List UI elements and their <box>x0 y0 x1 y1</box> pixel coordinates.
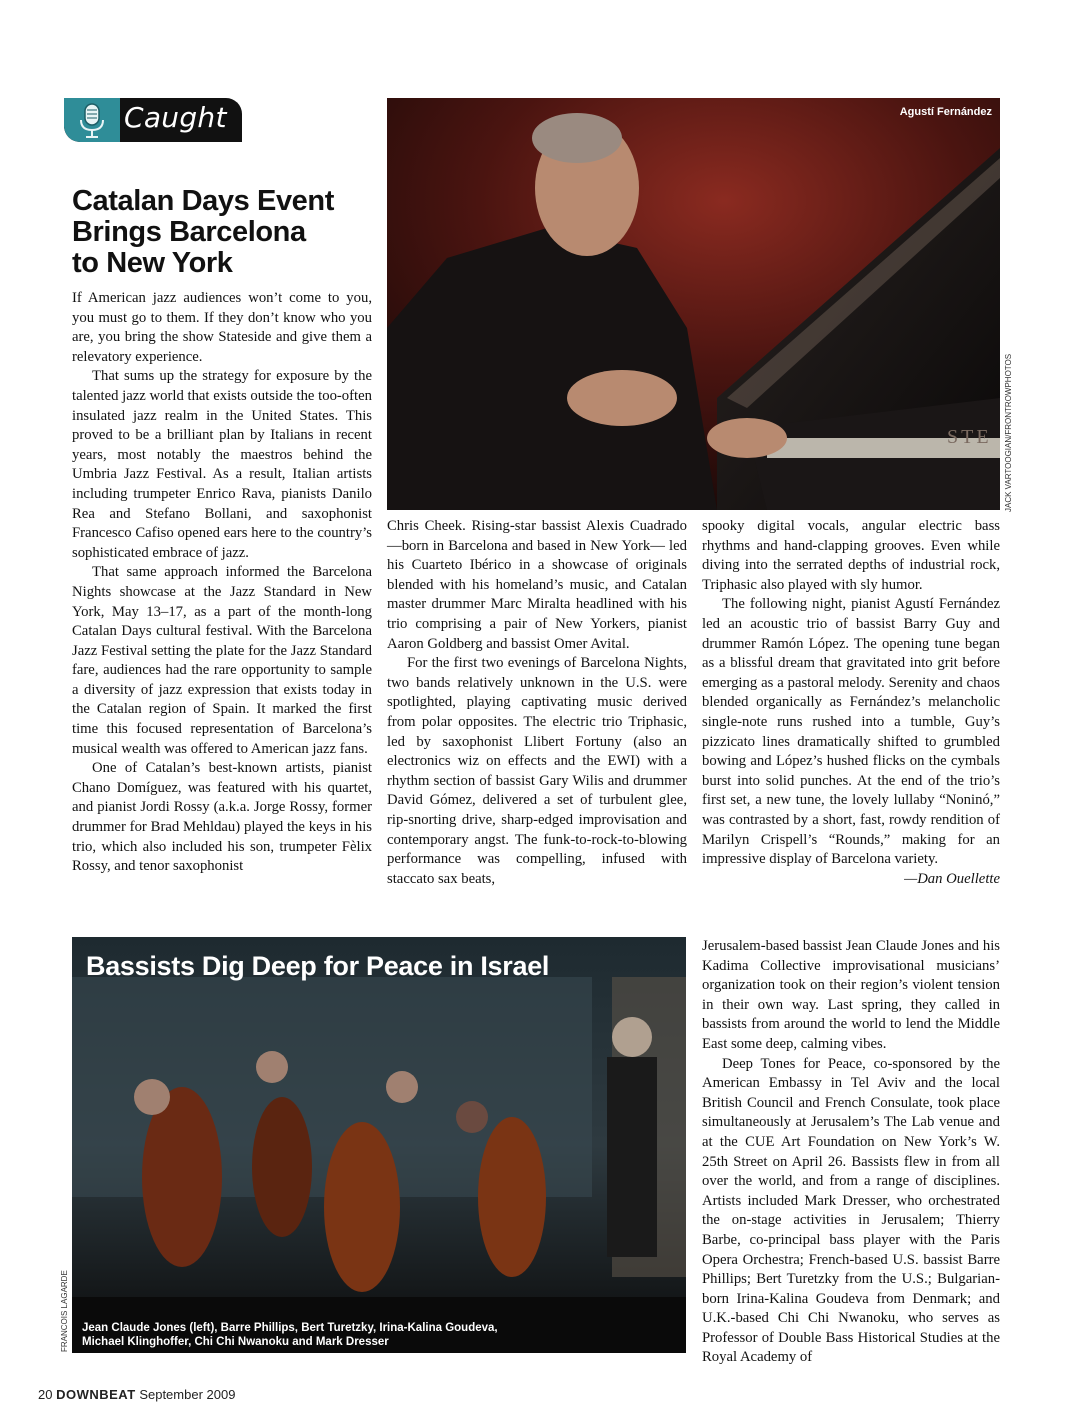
author-signature: —Dan Ouellette <box>904 870 1000 887</box>
article-column-2 <box>387 517 687 889</box>
svg-text:STE: STE <box>947 426 992 448</box>
bassists-photo <box>72 937 686 1353</box>
microphone-icon <box>64 98 120 142</box>
section-label: Caught <box>124 101 227 134</box>
magazine-name: DOWNBEAT <box>56 1387 136 1402</box>
article-column-1 <box>72 289 372 877</box>
photo-caption <box>82 1321 602 1349</box>
paragraph: That same approach informed the Barcelona Nights showcase at the Jazz Standard in New York, May 13–17, as a part of the month-long Catalan Days cultural festival. With the Barcelona Jazz Festival setting the plate for the Jazz Standard fare, audiences had the rare opportunity to sample a diversity of jazz expression that exists today in the Catalan region of Spain. It marked the first time this focused representation of Barcelona’s musical wealth was offered to American jazz fans. <box>72 564 372 757</box>
issue-date: September 2009 <box>139 1387 236 1402</box>
page-footer <box>38 1387 235 1402</box>
paragraph: For the first two evenings of Barcelona Nights, two bands relatively unknown in the U.S. were spotlighted, playing captivating music derived from polar opposites. The electric trio Triphasic, led by saxophonist Llibert Fortuny (also an electronics wiz on effects and the EWI) with a rhythm section of bassist Gary Wilis and drummer David Gómez, delivered a set of turbulent glee, rip-snorting drive, sharp-edged improvisation and contemporary angst. The funk-to-rock-to-blowing performance was compelling, infused with staccato sax beats, <box>387 655 687 887</box>
article-column-3 <box>702 517 1000 889</box>
caption-line: Michael Klinghoffer, Chi Chi Nwanoku and Mark Dresser <box>82 1336 389 1348</box>
section-badge <box>64 98 242 142</box>
paragraph: That sums up the strategy for exposure by the talented jazz world that exists outside the too-often insulated jazz realm in the United States. This proved to be a brilliant plan by Italians in recent years, most notably the maestros behind the Umbria Jazz Festival. As a result, Italian artists including trumpeter Enrico Rava, pianists Danilo Rea and Stefano Bollani, and saxophonist Francesco Cafiso opened ears here to the country’s sophisticated embrace of jazz. <box>72 368 372 561</box>
photo-credit: JACK VARTOOGIAN/FRONTROWPHOTOS <box>1004 353 1013 512</box>
headline-line: Catalan Days Event <box>72 185 334 217</box>
paragraph: spooky digital vocals, angular electric bass rhythms and hand-clapping grooves. Even while diving into the serrated depths of industrial rock, Triphasic also played with sly humor. <box>702 518 1000 593</box>
paragraph: Deep Tones for Peace, co-sponsored by the American Embassy in Tel Aviv and the local British Council and French Consulate, took place simultaneously at Jerusalem’s The Lab venue and at the CUE Art Foundation on New York’s W. 25th Street on April 26. Bassists flew in from all over the world, and from a range of disciplines. Artists included Mark Dresser, who orchestrated the on-stage activities in Jerusalem; Thierry Barbe, co-principal bass player with the Paris Opera Orchestra; French-based U.S. bassist Barre Phillips; Bert Turetzky from the U.S.; Bulgarian-born Irina-Kalina Goudeva from Denmark; and U.K.-based Chi Chi Nwanoku, who serves as Professor of Double Bass Historical Studies at the Royal Academy of <box>702 1055 1000 1366</box>
headline-line: Brings Barcelona <box>72 216 306 248</box>
paragraph: If American jazz audiences won’t come to you, you must go to them. If they don’t know who you are, you bring the show Stateside and give them a relevatory experience. <box>72 290 372 365</box>
article-headline <box>72 186 392 279</box>
caption-line: Jean Claude Jones (left), Barre Phillips, Bert Turetzky, Irina-Kalina Goudeva, <box>82 1322 498 1334</box>
paragraph: The following night, pianist Agustí Fernández led an acoustic trio of bassist Barry Guy and drummer Ramón López. The opening tune began as a blissful dream that gravitated into grit before emerging as a pastoral melody. Serenity and chaos blended organically as Fernández’s melancholic single-note runs rushed into a tumble, Guy’s pizzicato lines dramatically shifted to grumbled bowing and López’s hushed flicks on the cymbals burst into solid punches. At the end of the trio’s first set, a new tune, the lovely lullaby “Noninó,” was contrasted by a short, fast, rowdy rendition of Marilyn Crispell’s “Rounds,” making for an impressive display of Barcelona variety. <box>702 596 1000 868</box>
headline-line: to New York <box>72 247 233 279</box>
paragraph: Jerusalem-based bassist Jean Claude Jones and his Kadima Collective improvisational musicians’ organization took on their region’s violent tension in their own way. Last spring, they called in bassists from around the world to lend the Middle East some deep, calming vibes. <box>702 938 1000 1052</box>
photo-headline: Bassists Dig Deep for Peace in Israel <box>86 951 550 981</box>
pianist-photo <box>387 98 1000 510</box>
page-number: 20 <box>38 1387 53 1402</box>
paragraph: One of Catalan’s best-known artists, pianist Chano Domíguez, was featured with his quartet, and pianist Jordi Rossy (a.k.a. Jorge Rossy, former drummer for Brad Mehldau) played the keys in his trio, which also included his son, trumpeter Fèlix Rossy, and tenor saxophonist <box>72 760 372 875</box>
photo-credit: FRANCOIS LAGARDE <box>60 1270 69 1352</box>
article2-column <box>702 937 1000 1368</box>
photo-subject-label: Agustí Fernández <box>899 106 992 118</box>
paragraph: Chris Cheek. Rising-star bassist Alexis Cuadrado—born in Barcelona and based in New York— led his Cuarteto Ibérico in a showcase of originals blended with his homeland’s music, and Catalan master drummer Marc Miralta headlined with his trio comprising a pair of New Yorkers, pianist Aaron Goldberg and bassist Omer Avital. <box>387 518 687 652</box>
